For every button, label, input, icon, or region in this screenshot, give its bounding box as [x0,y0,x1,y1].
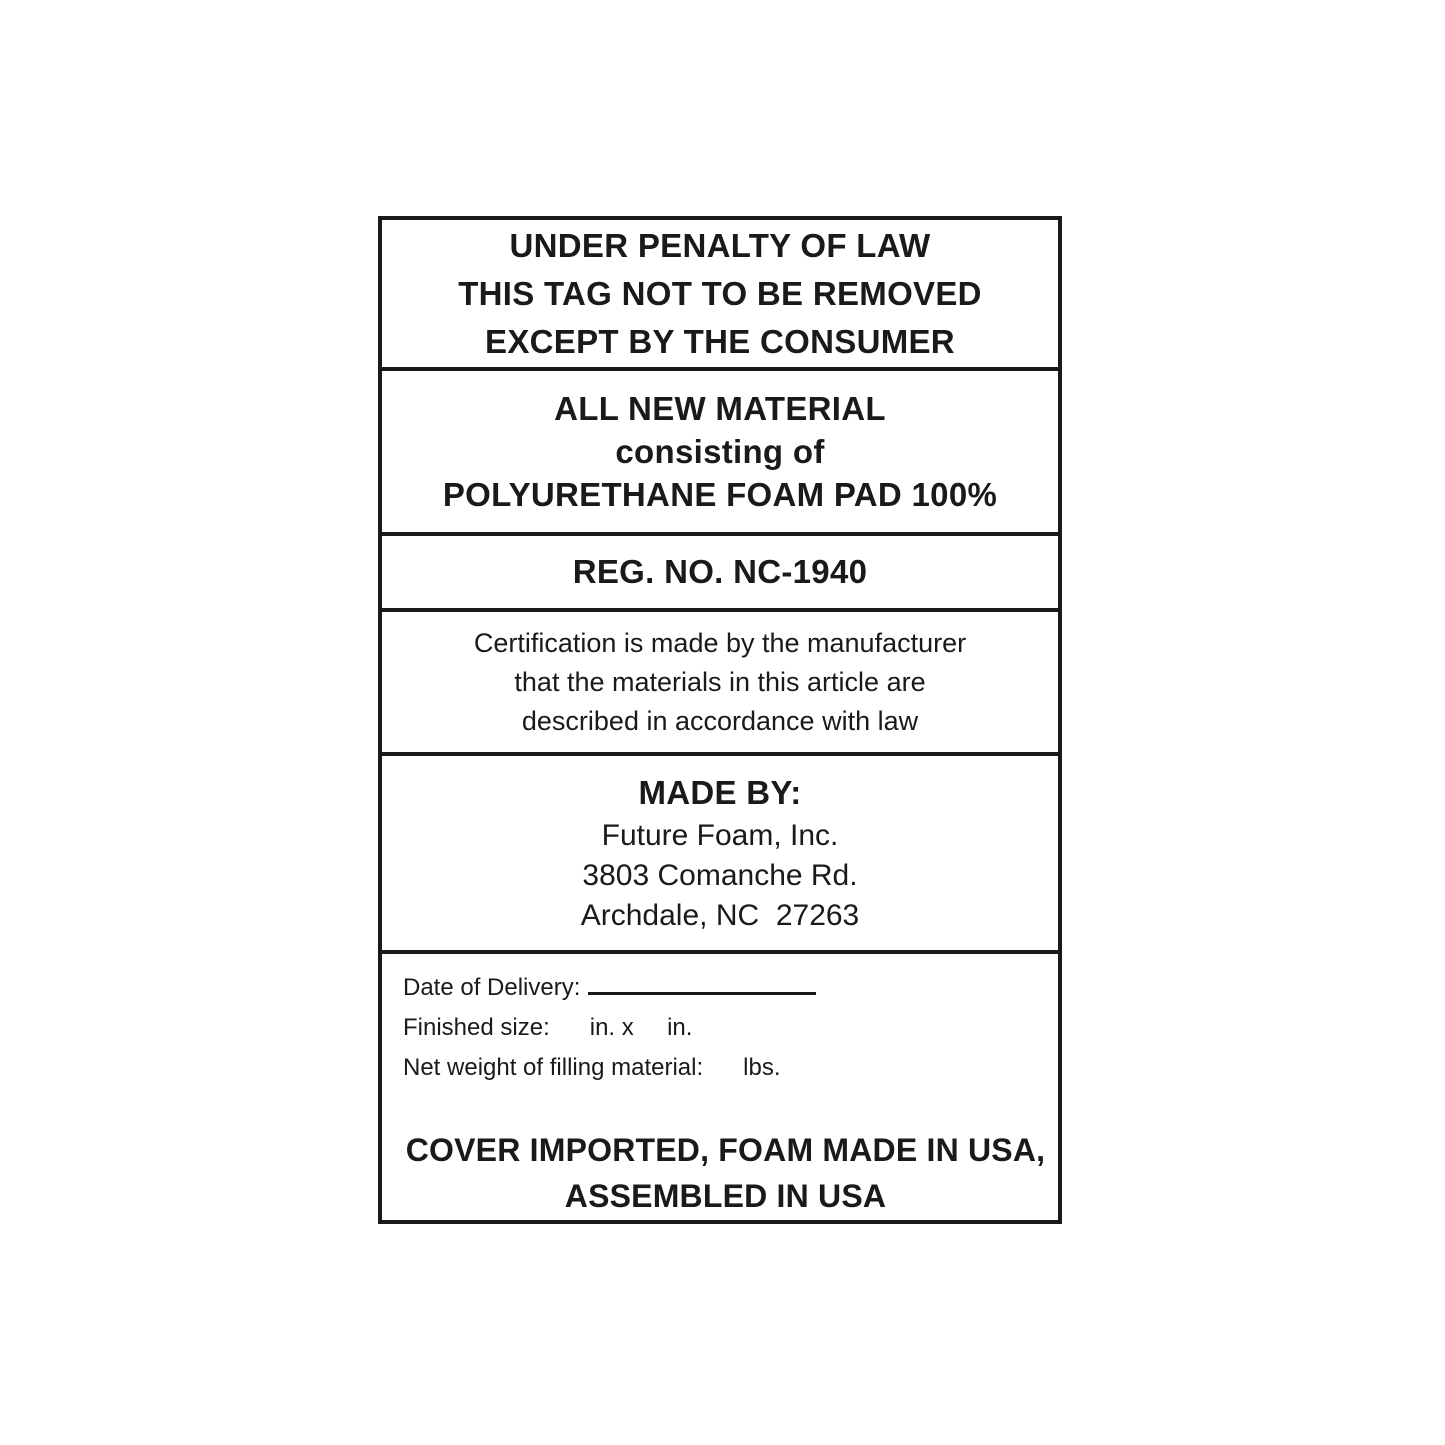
certification-line-3: described in accordance with law [521,705,919,736]
date-of-delivery-blank [588,968,816,995]
penalty-line-2: THIS TAG NOT TO BE REMOVED [458,274,982,312]
date-of-delivery-label: Date of Delivery: [403,974,581,1001]
details-section [382,954,1058,1220]
penalty-line-1: UNDER PENALTY OF LAW [509,226,931,264]
law-tag-label [378,216,1062,1224]
origin-line-1: COVER IMPORTED, FOAM MADE IN USA, [405,1132,1046,1168]
manufacturer-name: Future Foam, Inc. [601,819,839,852]
made-by-heading: MADE BY: [638,774,802,811]
material-line-2: consisting of [615,433,825,470]
net-weight-line: Net weight of filling material: lbs. [403,1054,781,1081]
made-by-section [382,756,1058,954]
material-line-1: ALL NEW MATERIAL [554,390,886,427]
manufacturer-city-state-zip: Archdale, NC 27263 [580,899,860,932]
registration-number: REG. NO. NC-1940 [572,553,868,590]
material-line-3: POLYURETHANE FOAM PAD 100% [442,476,998,513]
origin-statement [403,1127,1048,1219]
date-of-delivery-line [403,968,1048,1008]
certification-section [382,612,1058,756]
penalty-line-3: EXCEPT BY THE CONSUMER [485,322,955,360]
certification-line-1: Certification is made by the manufacturer [473,627,967,658]
manufacturer-street: 3803 Comanche Rd. [582,859,858,892]
origin-line-2: ASSEMBLED IN USA [564,1178,887,1214]
finished-size-line: Finished size: in. x in. [403,1014,693,1041]
registration-number-section [382,536,1058,612]
material-content-section [382,371,1058,536]
penalty-notice-section [382,220,1058,371]
certification-line-2: that the materials in this article are [514,666,926,697]
